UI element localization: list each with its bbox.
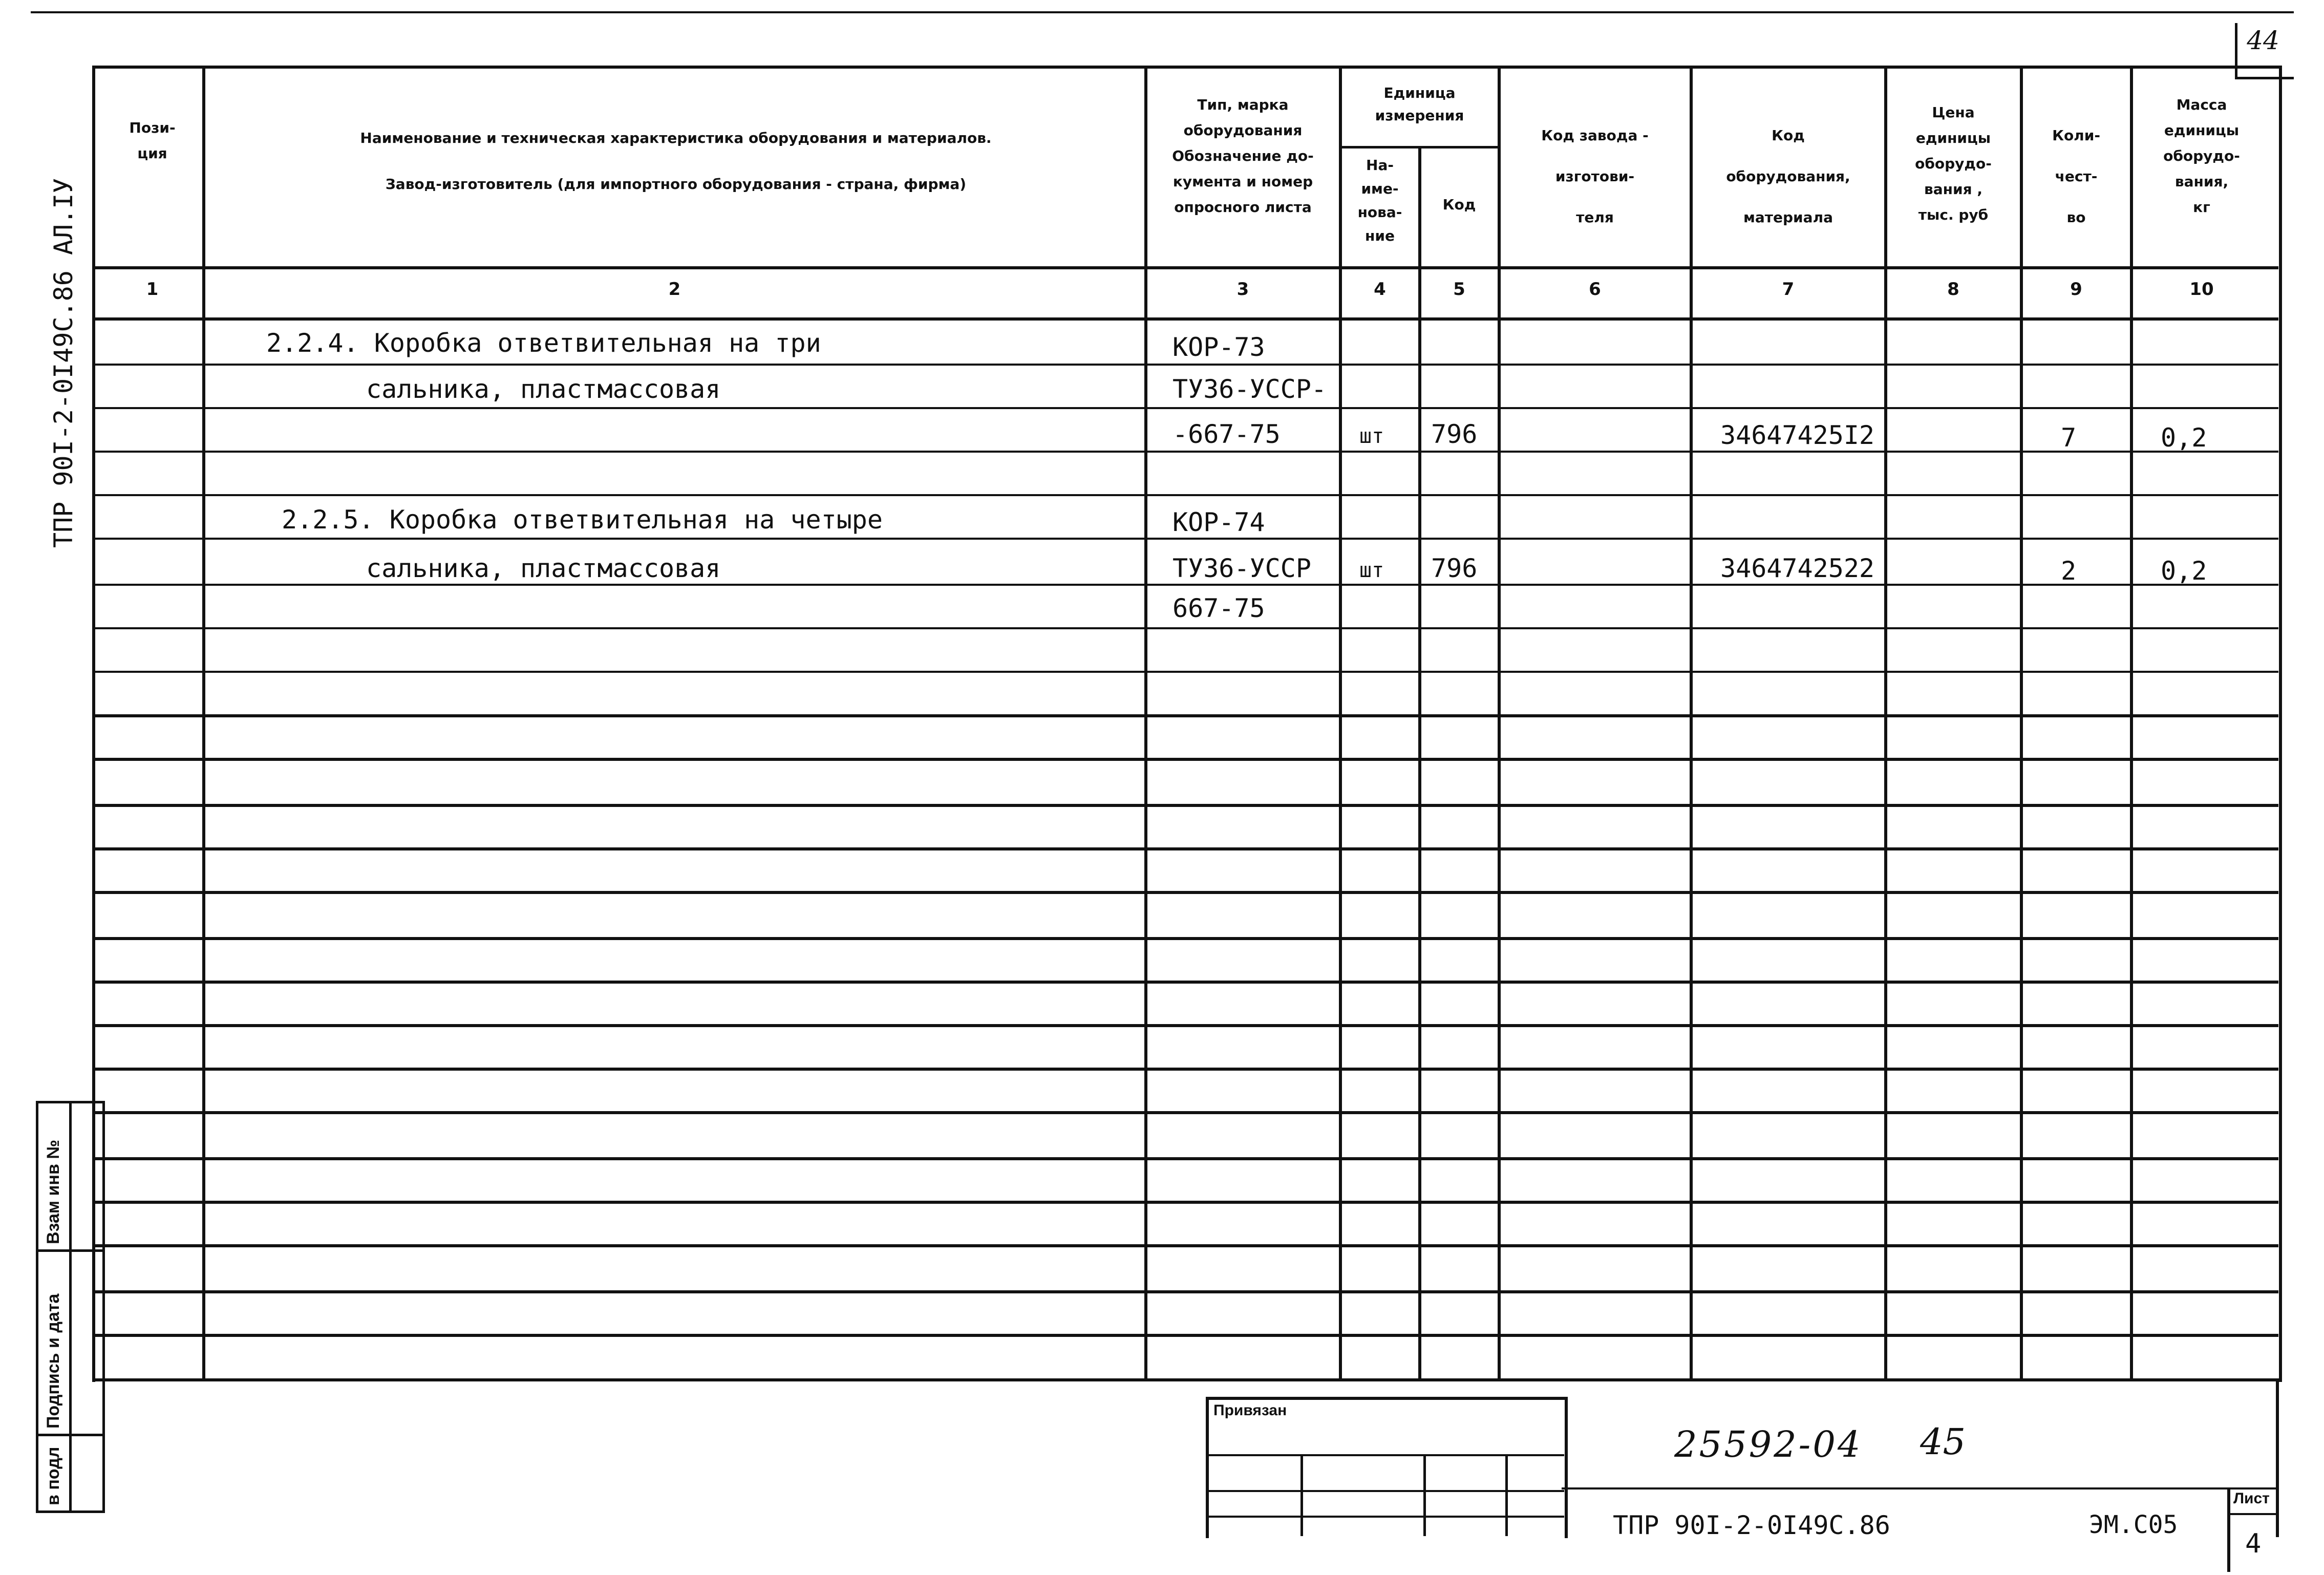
row-rule bbox=[92, 1157, 2278, 1160]
title-line bbox=[1562, 1487, 2278, 1489]
row3-type: -667-75 bbox=[1172, 419, 1281, 449]
header-type: Тип, марка оборудования Обозначение до- кумента и номер опросного листа bbox=[1172, 96, 1314, 216]
row-rule bbox=[92, 538, 2278, 540]
row-rule bbox=[92, 1334, 2278, 1337]
attached-vline-1 bbox=[1300, 1454, 1303, 1536]
sheet-box-divider bbox=[2227, 1513, 2278, 1515]
col-line-8 bbox=[2020, 66, 2023, 1381]
row-rule bbox=[92, 1290, 2278, 1293]
sheet-label: Лист bbox=[2233, 1490, 2270, 1507]
attached-line-1 bbox=[1206, 1454, 1564, 1456]
row-rule bbox=[92, 671, 2278, 673]
row2-name: сальника, пластмассовая bbox=[366, 374, 721, 404]
handwritten-page: 45 bbox=[1920, 1421, 1966, 1463]
handwritten-number: 25592-04 bbox=[1674, 1423, 1863, 1465]
row-rule bbox=[92, 891, 2278, 894]
row1-name: 2.2.4. Коробка ответвительная на три bbox=[266, 328, 821, 358]
row1-type: КОР-73 bbox=[1172, 332, 1265, 362]
row3-code: 796 bbox=[1431, 419, 1478, 449]
row-rule bbox=[92, 804, 2278, 807]
colnum-5: 5 bbox=[1453, 279, 1465, 300]
colnum-10: 10 bbox=[2189, 279, 2214, 300]
row-rule bbox=[92, 1111, 2278, 1114]
header-bottom-line bbox=[92, 266, 2278, 269]
colnum-1: 1 bbox=[146, 279, 159, 300]
left-stamp-divider-v bbox=[69, 1101, 72, 1510]
row6-code: 796 bbox=[1431, 554, 1478, 583]
row-rule bbox=[92, 758, 2278, 761]
unit-group-line bbox=[1339, 146, 1501, 148]
row-rule bbox=[92, 1068, 2278, 1071]
row3-mass: 0,2 bbox=[2161, 423, 2207, 453]
attached-vline-2 bbox=[1423, 1454, 1426, 1536]
col-line-2 bbox=[1144, 66, 1147, 1381]
col-line-7 bbox=[1884, 66, 1887, 1381]
document-code: ТПР 90I-2-0I49С.86 bbox=[1613, 1510, 1890, 1540]
attached-vline-3 bbox=[1505, 1454, 1508, 1536]
left-stamp-signature: Подпись и дата bbox=[44, 1293, 63, 1429]
row3-unit: шт bbox=[1359, 424, 1384, 448]
side-document-label: ТПР 90I-2-0I49С.86 АЛ.IУ bbox=[49, 178, 78, 548]
header-mass: Масса единицы оборудо- вания, кг bbox=[2163, 96, 2240, 216]
colnum-7: 7 bbox=[1782, 279, 1795, 300]
top-border bbox=[31, 11, 2294, 13]
row2-type: ТУ36-УССР- bbox=[1172, 374, 1327, 404]
colnum-8: 8 bbox=[1947, 279, 1959, 300]
row-rule bbox=[92, 937, 2278, 940]
row6-unit: шт bbox=[1359, 559, 1384, 582]
header-unit-group: Единица измерения bbox=[1375, 84, 1464, 124]
row3-equipment-code: 34647425I2 bbox=[1720, 420, 1875, 450]
header-name: Наименование и техническая характеристика оборудования и материалов. Завод-изготовитель (для импортного оборудования - страна, фирма) bbox=[360, 130, 992, 193]
attached-line-2 bbox=[1206, 1490, 1564, 1492]
table-bottom-line bbox=[92, 1378, 2278, 1381]
corner-page-number: 44 bbox=[2247, 26, 2279, 55]
table-frame bbox=[92, 66, 2282, 1382]
header-price: Цена единицы оборудо- вания , тыс. руб bbox=[1915, 104, 1992, 223]
row-rule bbox=[92, 981, 2278, 984]
row-rule bbox=[92, 847, 2278, 850]
col-line-9 bbox=[2130, 66, 2133, 1381]
colnum-6: 6 bbox=[1589, 279, 1601, 300]
row-rule bbox=[92, 451, 2278, 453]
row-rule bbox=[92, 364, 2278, 366]
row5-name: 2.2.5. Коробка ответвительная на четыре bbox=[282, 505, 883, 535]
row-rule bbox=[92, 1201, 2278, 1204]
row-rule bbox=[92, 714, 2278, 717]
row6-type: ТУ36-УССР bbox=[1172, 554, 1311, 583]
sheet-number: 4 bbox=[2245, 1528, 2262, 1559]
row7-type: 667-75 bbox=[1172, 593, 1265, 623]
header-equipment-code: Код оборудования, материала bbox=[1726, 127, 1850, 226]
row5-type: КОР-74 bbox=[1172, 507, 1265, 537]
row6-mass: 0,2 bbox=[2161, 556, 2207, 586]
colnum-3: 3 bbox=[1236, 279, 1249, 300]
attached-label: Привязан bbox=[1213, 1402, 1287, 1419]
col-line-4 bbox=[1418, 146, 1421, 1381]
row-rule bbox=[92, 584, 2278, 586]
header-manufacturer-code: Код завода - изготови- теля bbox=[1541, 127, 1649, 226]
sheet-code: ЭМ.С05 bbox=[2089, 1510, 2178, 1539]
colnum-4: 4 bbox=[1374, 279, 1386, 300]
header-position: Пози- ция bbox=[129, 119, 176, 162]
row6-equipment-code: 3464742522 bbox=[1720, 554, 1875, 583]
colnum-bottom-line bbox=[92, 317, 2278, 321]
col-line-6 bbox=[1690, 66, 1693, 1381]
left-stamp-original: в подл bbox=[44, 1446, 63, 1505]
row-rule bbox=[92, 494, 2278, 496]
colnum-9: 9 bbox=[2070, 279, 2082, 300]
left-stamp-replace: Взам инв № bbox=[44, 1139, 63, 1244]
row-rule bbox=[92, 1024, 2278, 1027]
row6-quantity: 2 bbox=[2061, 556, 2077, 586]
col-line-1 bbox=[202, 66, 205, 1381]
attached-line-3 bbox=[1206, 1516, 1564, 1518]
header-quantity: Коли- чест- во bbox=[2052, 127, 2100, 226]
row-rule bbox=[92, 1244, 2278, 1247]
header-unit-name: На- име- нова- ние bbox=[1357, 157, 1402, 244]
row3-quantity: 7 bbox=[2061, 423, 2077, 453]
row6-name: сальника, пластмассовая bbox=[366, 554, 721, 583]
header-unit-code: Код bbox=[1442, 196, 1476, 213]
row-rule bbox=[92, 627, 2278, 629]
row-rule bbox=[92, 407, 2278, 409]
col-line-3 bbox=[1339, 66, 1342, 1381]
col-line-5 bbox=[1498, 66, 1501, 1381]
colnum-2: 2 bbox=[668, 279, 681, 300]
